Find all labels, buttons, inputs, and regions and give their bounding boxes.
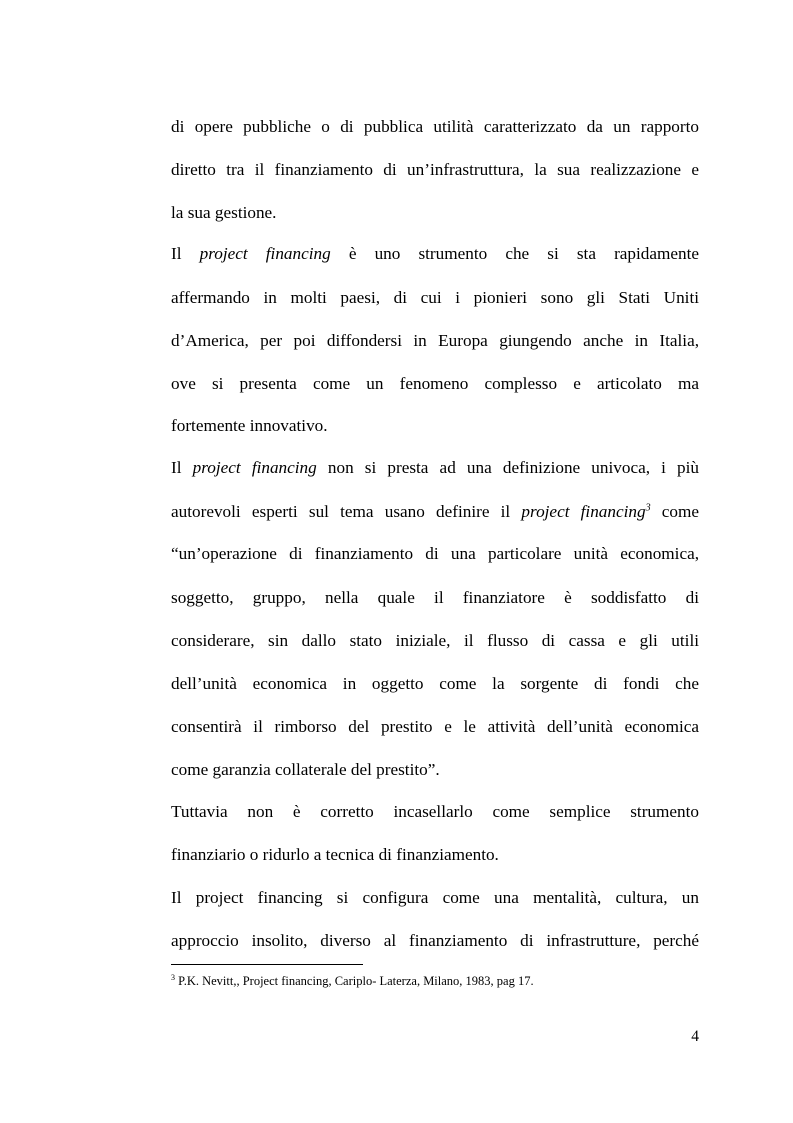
italic-term: project financing (521, 502, 646, 521)
text-line: Il project financing si configura come una mentalità, cultura, un (171, 888, 699, 907)
footnote-text: P.K. Nevitt,, Project financing, Cariplo- Laterza, Milano, 1983, pag 17. (175, 974, 534, 988)
text-run: Il (171, 458, 193, 477)
footnote-marker: 3 (171, 972, 175, 982)
text-run: è uno strumento che si sta rapidamente (330, 244, 699, 263)
text-line (171, 456, 699, 480)
text-line: come garanzia collaterale del prestito”. (171, 760, 440, 779)
text-line: la sua gestione. (171, 203, 277, 222)
text-line: ove si presenta come un fenomeno complesso e articolato ma (171, 374, 699, 393)
text-line: di opere pubbliche o di pubblica utilità caratterizzato da un rapporto (171, 117, 699, 136)
footnote-separator (171, 964, 363, 965)
text-run: non si presta ad una definizione univoca, i più (316, 458, 699, 477)
text-run: come (650, 502, 699, 521)
text-line: Tuttavia non è corretto incasellarlo come semplice strumento (171, 802, 699, 821)
footnote (171, 972, 699, 990)
text-line: d’America, per poi diffondersi in Europa giungendo anche in Italia, (171, 331, 699, 350)
text-line: soggetto, gruppo, nella quale il finanziatore è soddisfatto di (171, 588, 699, 607)
text-line: consentirà il rimborso del prestito e le attività dell’unità economica (171, 717, 699, 736)
text-line (171, 500, 699, 524)
italic-term: project financing (199, 244, 331, 263)
text-line: considerare, sin dallo stato iniziale, il flusso di cassa e gli utili (171, 631, 699, 650)
text-run: Il (171, 244, 200, 263)
text-line: dell’unità economica in oggetto come la sorgente di fondi che (171, 674, 699, 693)
text-line: “un’operazione di finanziamento di una particolare unità economica, (171, 544, 699, 563)
italic-term: project financing (192, 458, 317, 477)
text-line (171, 242, 699, 266)
text-line: finanziario o ridurlo a tecnica di finanziamento. (171, 845, 499, 864)
text-run: autorevoli esperti sul tema usano definire il (171, 502, 522, 521)
footnote-reference[interactable]: 3 (645, 502, 651, 514)
text-line: diretto tra il finanziamento di un’infrastruttura, la sua realizzazione e (171, 160, 699, 179)
page-number: 4 (691, 1028, 699, 1045)
text-line: fortemente innovativo. (171, 416, 328, 435)
text-line: approccio insolito, diverso al finanziamento di infrastrutture, perché (171, 931, 699, 950)
text-line: affermando in molti paesi, di cui i pionieri sono gli Stati Uniti (171, 288, 699, 307)
